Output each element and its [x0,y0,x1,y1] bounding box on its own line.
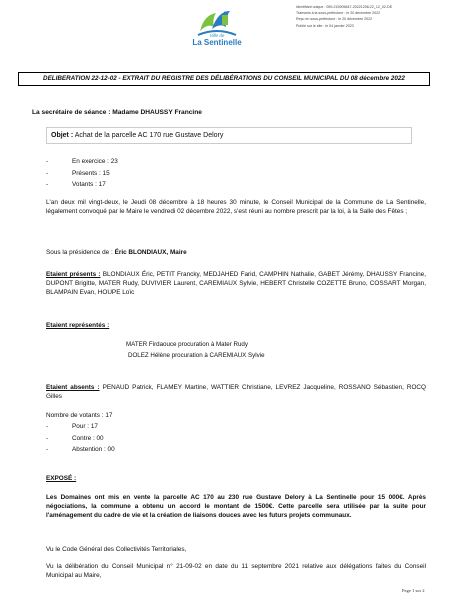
presidence-name: Éric BLONDIAUX, Maire [114,249,187,256]
absents-paragraph [46,383,426,401]
vu-cgct: Vu le Code Général des Collectivités Territoriales, [46,546,187,553]
expose-label: EXPOSÉ : [46,475,77,482]
presents-label: Etaient présents : [46,271,101,278]
representes-heading [46,321,426,330]
deliberation-title: DELIBERATION 22-12-02 - EXTRAIT DU REGISTRE DES DÉLIBÉRATIONS DU CONSEIL MUNICIPAL DU 08 décembre 2022 [18,72,430,86]
logo-subtitle: Ville de [209,33,225,38]
intro-paragraph: L'an deux mil vingt-deux, le Jeudi 08 décembre à 18 heures 30 minute, le Conseil Municipal de la Commune de La Sentinelle, légalement convoqué par le Maire le vendredi 02 décembre 2022, s'est réuni au nombre prescrit par la loi, à la Salle des Fêtes ; [46,199,426,216]
objet-label: Objet : [51,132,74,139]
presidence-line [46,248,426,257]
page-number: Page 1 sur 2 [402,588,425,593]
logo-title: La Sentinelle [192,38,242,47]
presents-list: BLONDIAUX Éric, PETIT Francky, MEDJAHED Farid, CAMPHIN Nathalie, GABET Jérémy, DHAUSSY Francine, DUPONT Brigitte, MATER Rudy, DUVIVIER Laurent, CAREMIAUX Sylvie, HEBERT Christelle COZETTE Bruno, COSSART Morgan, BLAMPAIN Evan, HOUPE Loïc [46,271,426,297]
expose-heading [46,474,426,483]
absents-list: PENAUD Patrick, FLAMEY Martine, WATTIER Christiane, LEVREZ Jacqueline, ROSSANO Sébastien, ROCQ Gilles [46,384,427,401]
meta-line-publie: Publié sur le site : le 04 janvier 2023 [296,23,354,28]
absents-label: Etaient absents : [46,384,100,391]
objet-box [46,127,412,144]
procuration-1: MATER Firdaouce procuration à Mater Rudy [126,341,248,348]
meta-line-id: Identifiant unique : 059-215905647-20221208-22_12_02-DE [296,5,393,9]
presents-paragraph [46,270,426,298]
objet-text: Achat de la parcelle AC 170 rue Gustave Delory [74,132,224,139]
presidence-label: Sous la présidence de : [46,249,113,256]
transmission-metadata [296,4,392,29]
secretary-line: La secrétaire de séance : Madame DHAUSSY Francine [32,109,202,116]
procuration-2: DOLEZ Hélène procuration à CAREMIAUX Sylvie [128,352,265,359]
representes-label: Etaient représentés : [46,322,110,329]
meta-line-transmis: Transmis à la sous-préfecture : le 20 décembre 2022 [296,11,381,16]
expose-text: Les Domaines ont mis en vente la parcelle AC 170 au 230 rue Gustave Delory à La Sentinelle pour 15 000€. Après négociations, la commune a obtenu un accord le montant de 1500€. Cette parcelle sera utilisée par la suite pour l'aménagement du cadre de vie et la création de liaisons douces avec les futurs projets communaux. [46,494,426,520]
meta-line-recu: Reçu en sous-préfecture : le 20 décembre 2022 [296,17,373,22]
votes-title: Nombre de votants : 17 [46,412,113,419]
vu-deliberation: Vu la délibération du Conseil Municipal n° 21-09-02 en date du 11 septembre 2021 relative aux délégations faites du Conseil Municipal au Maire, [46,563,426,580]
